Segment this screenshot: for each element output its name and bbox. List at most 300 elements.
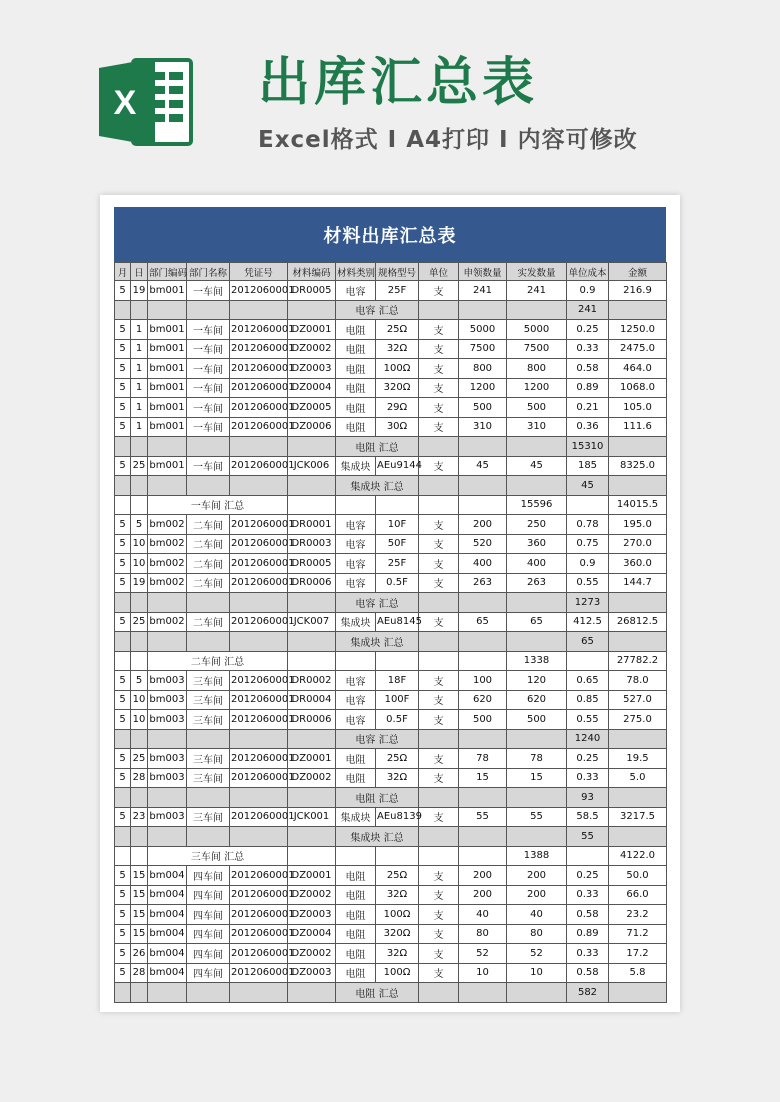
table-cell[interactable]: 5.8: [609, 963, 667, 983]
table-cell[interactable]: [115, 300, 131, 320]
table-cell[interactable]: 17.2: [609, 944, 667, 964]
table-cell[interactable]: 0.36: [567, 417, 609, 437]
table-cell[interactable]: 四车间: [187, 905, 230, 925]
table-cell[interactable]: 集成块: [336, 612, 376, 632]
table-cell[interactable]: JCK007: [288, 612, 336, 632]
subtotal-qty[interactable]: 1240: [567, 729, 609, 749]
table-cell[interactable]: [507, 437, 567, 457]
table-cell[interactable]: [115, 437, 131, 457]
table-cell[interactable]: 电容: [336, 671, 376, 691]
table-cell[interactable]: 8325.0: [609, 456, 667, 476]
table-cell[interactable]: 0.89: [567, 924, 609, 944]
table-cell[interactable]: 2012060001: [230, 749, 288, 769]
table-cell[interactable]: [419, 788, 459, 808]
table-cell[interactable]: [459, 651, 507, 671]
table-cell[interactable]: 5: [115, 885, 131, 905]
table-cell[interactable]: 1: [131, 417, 148, 437]
subtotal-label[interactable]: 电阻 汇总: [336, 983, 419, 1003]
table-cell[interactable]: [148, 632, 187, 652]
table-cell[interactable]: DZ0001: [288, 320, 336, 340]
table-cell[interactable]: bm001: [148, 281, 187, 301]
table-cell[interactable]: [419, 846, 459, 866]
table-cell[interactable]: 15: [459, 768, 507, 788]
table-cell[interactable]: [187, 476, 230, 496]
table-cell[interactable]: 1: [131, 320, 148, 340]
table-cell[interactable]: 支: [419, 671, 459, 691]
table-cell[interactable]: 263: [507, 573, 567, 593]
table-cell[interactable]: 5: [115, 417, 131, 437]
table-cell[interactable]: 5: [115, 944, 131, 964]
table-cell[interactable]: [187, 788, 230, 808]
table-cell[interactable]: 80: [507, 924, 567, 944]
table-cell[interactable]: [459, 476, 507, 496]
table-cell[interactable]: 19.5: [609, 749, 667, 769]
table-cell[interactable]: 2012060001: [230, 456, 288, 476]
table-cell[interactable]: [115, 593, 131, 613]
table-cell[interactable]: JCK006: [288, 456, 336, 476]
table-cell[interactable]: 5.0: [609, 768, 667, 788]
table-cell[interactable]: [131, 788, 148, 808]
table-cell[interactable]: [419, 476, 459, 496]
table-cell[interactable]: 0.25: [567, 866, 609, 886]
table-cell[interactable]: bm001: [148, 398, 187, 418]
table-cell[interactable]: bm003: [148, 807, 187, 827]
table-cell[interactable]: DZ0002: [288, 768, 336, 788]
table-cell[interactable]: 45: [507, 456, 567, 476]
table-cell[interactable]: 一车间: [187, 339, 230, 359]
table-cell[interactable]: [148, 593, 187, 613]
table-cell[interactable]: [148, 827, 187, 847]
table-cell[interactable]: [230, 632, 288, 652]
table-cell[interactable]: 0.75: [567, 534, 609, 554]
table-cell[interactable]: 二车间: [187, 515, 230, 535]
table-cell[interactable]: 5: [115, 690, 131, 710]
table-cell[interactable]: 一车间: [187, 456, 230, 476]
table-cell[interactable]: 支: [419, 963, 459, 983]
group-total-qty[interactable]: 1388: [507, 846, 567, 866]
table-cell[interactable]: [148, 729, 187, 749]
table-cell[interactable]: 500: [459, 710, 507, 730]
table-cell[interactable]: 26812.5: [609, 612, 667, 632]
table-cell[interactable]: bm003: [148, 768, 187, 788]
subtotal-label[interactable]: 集成块 汇总: [336, 476, 419, 496]
table-cell[interactable]: 支: [419, 554, 459, 574]
group-total-amount[interactable]: 27782.2: [609, 651, 667, 671]
table-cell[interactable]: 10: [131, 710, 148, 730]
table-cell[interactable]: 28: [131, 963, 148, 983]
table-cell[interactable]: 100Ω: [376, 963, 419, 983]
table-cell[interactable]: AEu8139: [376, 807, 419, 827]
table-cell[interactable]: 144.7: [609, 573, 667, 593]
table-cell[interactable]: [288, 846, 336, 866]
table-cell[interactable]: 25Ω: [376, 866, 419, 886]
table-cell[interactable]: 1: [131, 339, 148, 359]
table-cell[interactable]: [230, 437, 288, 457]
table-cell[interactable]: 支: [419, 515, 459, 535]
table-cell[interactable]: 71.2: [609, 924, 667, 944]
table-cell[interactable]: AEu8145: [376, 612, 419, 632]
table-cell[interactable]: [376, 846, 419, 866]
table-cell[interactable]: [459, 827, 507, 847]
table-cell[interactable]: [288, 476, 336, 496]
table-cell[interactable]: 78: [459, 749, 507, 769]
table-cell[interactable]: [336, 495, 376, 515]
table-cell[interactable]: bm002: [148, 515, 187, 535]
table-cell[interactable]: bm001: [148, 339, 187, 359]
table-cell[interactable]: [459, 632, 507, 652]
table-cell[interactable]: 电阻: [336, 866, 376, 886]
table-cell[interactable]: [609, 476, 667, 496]
table-cell[interactable]: bm002: [148, 534, 187, 554]
table-cell[interactable]: 0.58: [567, 963, 609, 983]
subtotal-label[interactable]: 电阻 汇总: [336, 788, 419, 808]
table-cell[interactable]: [131, 651, 148, 671]
table-cell[interactable]: DR0004: [288, 690, 336, 710]
table-cell[interactable]: 25Ω: [376, 749, 419, 769]
table-cell[interactable]: [187, 632, 230, 652]
table-cell[interactable]: [288, 593, 336, 613]
table-cell[interactable]: 0.9: [567, 554, 609, 574]
table-cell[interactable]: [131, 300, 148, 320]
table-cell[interactable]: 30Ω: [376, 417, 419, 437]
table-cell[interactable]: 464.0: [609, 359, 667, 379]
table-cell[interactable]: DR0002: [288, 671, 336, 691]
table-cell[interactable]: [131, 729, 148, 749]
table-cell[interactable]: 2012060001: [230, 885, 288, 905]
table-cell[interactable]: [459, 495, 507, 515]
table-cell[interactable]: 支: [419, 398, 459, 418]
table-cell[interactable]: 5000: [507, 320, 567, 340]
table-cell[interactable]: 29Ω: [376, 398, 419, 418]
table-cell[interactable]: 电阻: [336, 417, 376, 437]
table-cell[interactable]: 55: [459, 807, 507, 827]
table-cell[interactable]: [187, 983, 230, 1003]
table-cell[interactable]: 10: [131, 554, 148, 574]
group-total-qty[interactable]: 1338: [507, 651, 567, 671]
table-cell[interactable]: bm001: [148, 378, 187, 398]
table-cell[interactable]: [507, 476, 567, 496]
table-cell[interactable]: 四车间: [187, 866, 230, 886]
table-cell[interactable]: [567, 846, 609, 866]
table-cell[interactable]: 支: [419, 866, 459, 886]
table-cell[interactable]: [131, 827, 148, 847]
table-cell[interactable]: 40: [459, 905, 507, 925]
table-cell[interactable]: [288, 632, 336, 652]
table-cell[interactable]: DR0005: [288, 554, 336, 574]
table-cell[interactable]: bm004: [148, 963, 187, 983]
table-cell[interactable]: 2012060001: [230, 768, 288, 788]
table-cell[interactable]: 620: [459, 690, 507, 710]
table-cell[interactable]: 1068.0: [609, 378, 667, 398]
table-cell[interactable]: [609, 788, 667, 808]
table-cell[interactable]: 三车间: [187, 690, 230, 710]
group-total-label[interactable]: 三车间 汇总: [148, 846, 288, 866]
table-cell[interactable]: 360: [507, 534, 567, 554]
table-cell[interactable]: 250: [507, 515, 567, 535]
table-cell[interactable]: 5: [115, 671, 131, 691]
table-cell[interactable]: 310: [459, 417, 507, 437]
table-cell[interactable]: 78: [507, 749, 567, 769]
table-cell[interactable]: 支: [419, 534, 459, 554]
table-cell[interactable]: 15: [131, 885, 148, 905]
table-cell[interactable]: 电容: [336, 281, 376, 301]
table-cell[interactable]: [148, 476, 187, 496]
table-cell[interactable]: [230, 827, 288, 847]
table-cell[interactable]: [507, 827, 567, 847]
table-cell[interactable]: 0.33: [567, 885, 609, 905]
table-cell[interactable]: [507, 788, 567, 808]
table-cell[interactable]: 0.5F: [376, 710, 419, 730]
table-cell[interactable]: 支: [419, 807, 459, 827]
table-cell[interactable]: 5: [115, 749, 131, 769]
table-cell[interactable]: 5: [115, 515, 131, 535]
table-cell[interactable]: [609, 983, 667, 1003]
table-cell[interactable]: 电阻: [336, 905, 376, 925]
table-cell[interactable]: DZ0005: [288, 398, 336, 418]
table-cell[interactable]: DZ0003: [288, 905, 336, 925]
table-cell[interactable]: 一车间: [187, 398, 230, 418]
table-cell[interactable]: [187, 827, 230, 847]
table-cell[interactable]: [288, 437, 336, 457]
table-cell[interactable]: 0.9: [567, 281, 609, 301]
table-cell[interactable]: 1200: [459, 378, 507, 398]
table-cell[interactable]: 2475.0: [609, 339, 667, 359]
table-cell[interactable]: 5: [115, 905, 131, 925]
table-cell[interactable]: [230, 593, 288, 613]
table-cell[interactable]: 0.5F: [376, 573, 419, 593]
table-cell[interactable]: 216.9: [609, 281, 667, 301]
table-cell[interactable]: 四车间: [187, 924, 230, 944]
table-cell[interactable]: 5: [115, 320, 131, 340]
table-cell[interactable]: bm004: [148, 866, 187, 886]
table-cell[interactable]: [115, 729, 131, 749]
table-cell[interactable]: [148, 437, 187, 457]
subtotal-qty[interactable]: 1273: [567, 593, 609, 613]
table-cell[interactable]: [131, 983, 148, 1003]
table-cell[interactable]: bm001: [148, 456, 187, 476]
table-cell[interactable]: [148, 788, 187, 808]
table-cell[interactable]: [419, 495, 459, 515]
table-cell[interactable]: [230, 476, 288, 496]
table-cell[interactable]: DZ0006: [288, 417, 336, 437]
table-cell[interactable]: 支: [419, 612, 459, 632]
table-cell[interactable]: [288, 495, 336, 515]
table-cell[interactable]: [230, 729, 288, 749]
table-cell[interactable]: 5000: [459, 320, 507, 340]
table-cell[interactable]: 四车间: [187, 885, 230, 905]
table-cell[interactable]: 5: [131, 515, 148, 535]
table-cell[interactable]: [230, 300, 288, 320]
table-cell[interactable]: DZ0001: [288, 866, 336, 886]
table-cell[interactable]: bm002: [148, 554, 187, 574]
table-cell[interactable]: 2012060001: [230, 866, 288, 886]
subtotal-qty[interactable]: 55: [567, 827, 609, 847]
table-cell[interactable]: 三车间: [187, 768, 230, 788]
table-cell[interactable]: 10: [131, 534, 148, 554]
table-cell[interactable]: [115, 983, 131, 1003]
table-cell[interactable]: 电阻: [336, 885, 376, 905]
table-cell[interactable]: 360.0: [609, 554, 667, 574]
table-cell[interactable]: 支: [419, 768, 459, 788]
table-cell[interactable]: 2012060001: [230, 417, 288, 437]
table-cell[interactable]: 三车间: [187, 749, 230, 769]
table-cell[interactable]: 195.0: [609, 515, 667, 535]
table-cell[interactable]: 支: [419, 339, 459, 359]
table-cell[interactable]: bm003: [148, 749, 187, 769]
table-cell[interactable]: 5: [115, 456, 131, 476]
table-cell[interactable]: 2012060001: [230, 573, 288, 593]
table-cell[interactable]: 电阻: [336, 339, 376, 359]
table-cell[interactable]: 200: [459, 866, 507, 886]
table-cell[interactable]: 55: [507, 807, 567, 827]
table-cell[interactable]: 25Ω: [376, 320, 419, 340]
subtotal-qty[interactable]: 241: [567, 300, 609, 320]
table-cell[interactable]: 0.33: [567, 768, 609, 788]
subtotal-qty[interactable]: 45: [567, 476, 609, 496]
table-cell[interactable]: 2012060001: [230, 924, 288, 944]
table-cell[interactable]: 电容: [336, 710, 376, 730]
table-cell[interactable]: 100F: [376, 690, 419, 710]
table-cell[interactable]: 105.0: [609, 398, 667, 418]
table-cell[interactable]: [609, 827, 667, 847]
table-cell[interactable]: [459, 983, 507, 1003]
table-cell[interactable]: 一车间: [187, 320, 230, 340]
table-cell[interactable]: [459, 300, 507, 320]
table-cell[interactable]: [288, 827, 336, 847]
table-cell[interactable]: 2012060001: [230, 339, 288, 359]
table-cell[interactable]: DZ0002: [288, 339, 336, 359]
table-cell[interactable]: 412.5: [567, 612, 609, 632]
subtotal-label[interactable]: 电容 汇总: [336, 729, 419, 749]
table-cell[interactable]: 5: [115, 573, 131, 593]
table-cell[interactable]: 5: [115, 866, 131, 886]
table-cell[interactable]: [507, 729, 567, 749]
table-cell[interactable]: 三车间: [187, 807, 230, 827]
table-cell[interactable]: 2012060001: [230, 905, 288, 925]
table-cell[interactable]: [115, 651, 131, 671]
table-cell[interactable]: 320Ω: [376, 924, 419, 944]
table-cell[interactable]: 10: [507, 963, 567, 983]
table-cell[interactable]: 电阻: [336, 768, 376, 788]
table-cell[interactable]: [419, 632, 459, 652]
group-total-qty[interactable]: 15596: [507, 495, 567, 515]
table-cell[interactable]: AEu9144: [376, 456, 419, 476]
table-cell[interactable]: [507, 593, 567, 613]
table-cell[interactable]: 2012060001: [230, 359, 288, 379]
table-cell[interactable]: 5: [115, 612, 131, 632]
table-cell[interactable]: 5: [115, 281, 131, 301]
table-cell[interactable]: DR0006: [288, 710, 336, 730]
table-cell[interactable]: 7500: [459, 339, 507, 359]
table-cell[interactable]: 275.0: [609, 710, 667, 730]
table-cell[interactable]: [115, 788, 131, 808]
table-cell[interactable]: 800: [507, 359, 567, 379]
table-cell[interactable]: 支: [419, 944, 459, 964]
table-cell[interactable]: 2012060001: [230, 398, 288, 418]
table-cell[interactable]: 0.25: [567, 320, 609, 340]
table-cell[interactable]: [288, 983, 336, 1003]
table-cell[interactable]: DR0003: [288, 534, 336, 554]
table-cell[interactable]: 15: [131, 866, 148, 886]
table-cell[interactable]: [459, 729, 507, 749]
table-cell[interactable]: 三车间: [187, 671, 230, 691]
table-cell[interactable]: 45: [459, 456, 507, 476]
table-cell[interactable]: 500: [507, 398, 567, 418]
table-cell[interactable]: bm002: [148, 573, 187, 593]
table-cell[interactable]: 19: [131, 281, 148, 301]
subtotal-qty[interactable]: 582: [567, 983, 609, 1003]
table-cell[interactable]: 78.0: [609, 671, 667, 691]
subtotal-label[interactable]: 电容 汇总: [336, 300, 419, 320]
table-cell[interactable]: 2012060001: [230, 320, 288, 340]
table-cell[interactable]: 2012060001: [230, 554, 288, 574]
table-cell[interactable]: 5: [131, 671, 148, 691]
table-cell[interactable]: 支: [419, 417, 459, 437]
table-cell[interactable]: DR0006: [288, 573, 336, 593]
table-cell[interactable]: [419, 437, 459, 457]
table-cell[interactable]: DZ0002: [288, 944, 336, 964]
table-cell[interactable]: [288, 300, 336, 320]
table-cell[interactable]: bm004: [148, 944, 187, 964]
table-cell[interactable]: 66.0: [609, 885, 667, 905]
table-cell[interactable]: 100Ω: [376, 359, 419, 379]
table-cell[interactable]: [419, 593, 459, 613]
table-cell[interactable]: 支: [419, 710, 459, 730]
subtotal-qty[interactable]: 93: [567, 788, 609, 808]
table-cell[interactable]: 620: [507, 690, 567, 710]
table-cell[interactable]: 185: [567, 456, 609, 476]
table-cell[interactable]: [336, 846, 376, 866]
table-cell[interactable]: [567, 495, 609, 515]
table-cell[interactable]: 支: [419, 690, 459, 710]
table-cell[interactable]: DR0005: [288, 281, 336, 301]
table-cell[interactable]: 527.0: [609, 690, 667, 710]
table-cell[interactable]: [131, 593, 148, 613]
table-cell[interactable]: 2012060001: [230, 690, 288, 710]
table-cell[interactable]: 2012060001: [230, 710, 288, 730]
table-cell[interactable]: DZ0004: [288, 378, 336, 398]
table-cell[interactable]: [187, 437, 230, 457]
table-cell[interactable]: 1: [131, 378, 148, 398]
table-cell[interactable]: 集成块: [336, 456, 376, 476]
table-cell[interactable]: 32Ω: [376, 944, 419, 964]
table-cell[interactable]: 50F: [376, 534, 419, 554]
table-cell[interactable]: 2012060001: [230, 515, 288, 535]
table-cell[interactable]: [131, 437, 148, 457]
table-cell[interactable]: [376, 495, 419, 515]
table-cell[interactable]: [609, 632, 667, 652]
table-cell[interactable]: 2012060001: [230, 807, 288, 827]
table-cell[interactable]: [187, 729, 230, 749]
table-cell[interactable]: bm003: [148, 671, 187, 691]
table-cell[interactable]: [187, 593, 230, 613]
table-cell[interactable]: 270.0: [609, 534, 667, 554]
table-cell[interactable]: 0.25: [567, 749, 609, 769]
table-cell[interactable]: 0.65: [567, 671, 609, 691]
table-cell[interactable]: 2012060001: [230, 281, 288, 301]
table-cell[interactable]: 电容: [336, 534, 376, 554]
table-cell[interactable]: [336, 651, 376, 671]
table-cell[interactable]: 400: [459, 554, 507, 574]
table-cell[interactable]: [507, 632, 567, 652]
table-cell[interactable]: 5: [115, 710, 131, 730]
table-cell[interactable]: 二车间: [187, 554, 230, 574]
table-cell[interactable]: 263: [459, 573, 507, 593]
table-cell[interactable]: [567, 651, 609, 671]
table-cell[interactable]: 32Ω: [376, 339, 419, 359]
table-cell[interactable]: 支: [419, 573, 459, 593]
table-cell[interactable]: 52: [459, 944, 507, 964]
